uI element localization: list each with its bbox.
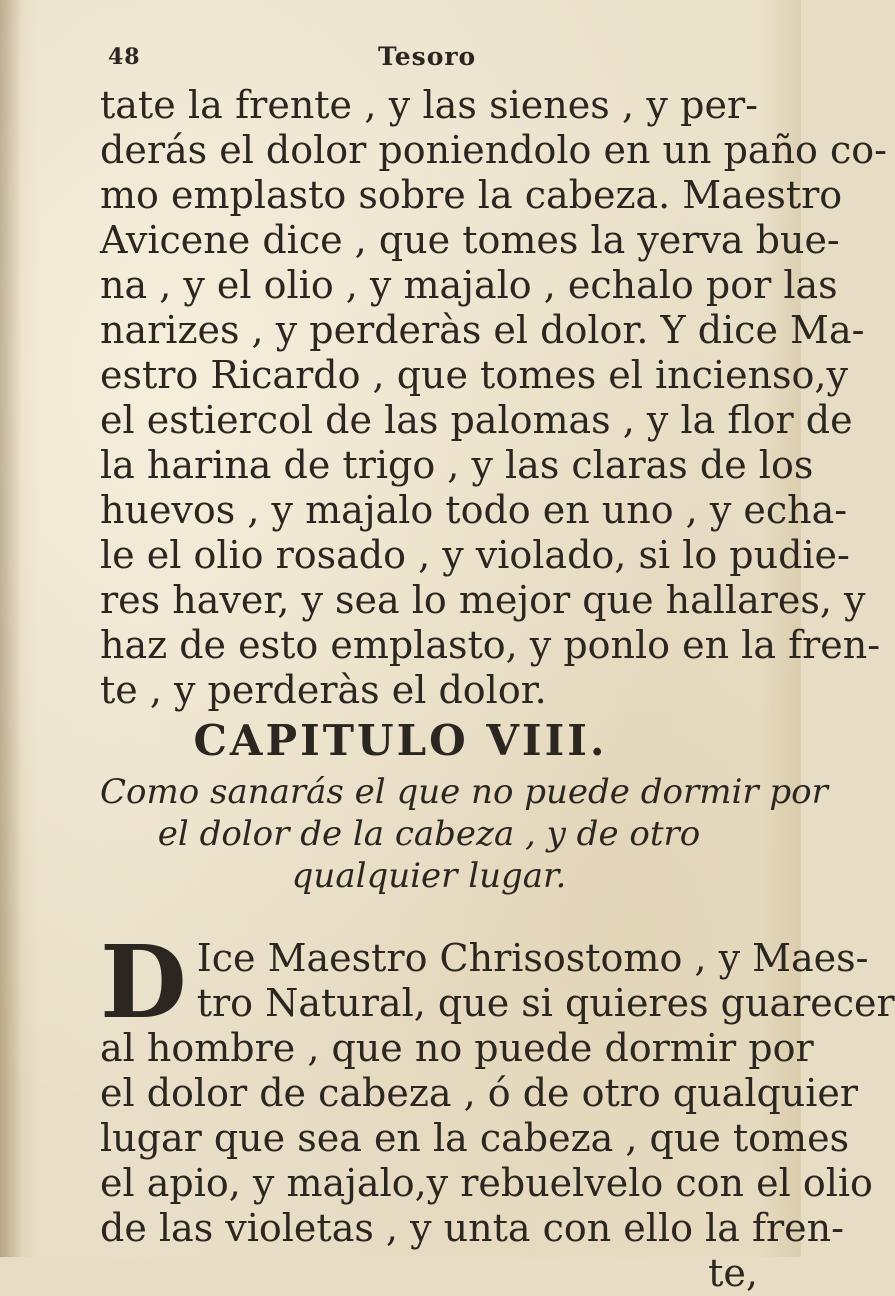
subtitle-line: qualquier lugar.	[291, 856, 567, 896]
paragraph-2	[100, 923, 895, 1296]
text-line: mo emplasto sobre la cabeza. Maestro	[100, 173, 843, 217]
text-line: tro Natural, que si quieres guarecer	[196, 981, 895, 1025]
page-header	[108, 38, 668, 78]
text-line: te , y perderàs el dolor.	[100, 668, 547, 712]
text-line: la harina de trigo , y las claras de los	[100, 443, 814, 487]
text-line: al hombre , que no puede dormir por	[100, 1026, 814, 1070]
text-line: el dolor de cabeza , ó de otro qualquier	[100, 1071, 859, 1115]
text-line: res haver, y sea lo mejor que hallares, y	[100, 578, 866, 622]
subtitle-line: Como sanarás el que no puede dormir por	[100, 772, 828, 812]
subtitle-line: el dolor de la cabeza , y de otro	[157, 814, 701, 854]
text-line: derás el dolor poniendolo en un paño co-	[100, 128, 887, 172]
text-line: el estiercol de las palomas , y la flor de	[100, 398, 853, 442]
text-line: lugar que sea en la cabeza , que tomes	[100, 1116, 850, 1160]
text-line: de las violetas , y unta con ello la fren-	[100, 1206, 844, 1250]
binding-shadow	[0, 0, 22, 1257]
running-head: Tesoro	[378, 42, 477, 71]
text-line: tate la frente , y las sienes , y per-	[100, 83, 758, 127]
text-line: Ice Maestro Chrisostomo , y Maes-	[196, 936, 869, 980]
paragraph-1	[100, 83, 887, 713]
text-line: huevos , y majalo todo en uno , y echa-	[100, 488, 848, 532]
chapter-subtitle	[100, 771, 828, 897]
text-line: haz de esto emplasto, y ponlo en la fren-	[100, 623, 881, 667]
text-line: le el olio rosado , y violado, si lo pudie-	[100, 533, 850, 577]
text-line: el apio, y majalo,y rebuelvelo con el olio	[100, 1161, 873, 1205]
text-line: narizes , y perderàs el dolor. Y dice Ma-	[100, 308, 865, 352]
chapter-title: CAPITULO VIII.	[193, 716, 608, 765]
drop-cap: D	[100, 923, 187, 1041]
text-line: estro Ricardo , que tomes el incienso,y	[100, 353, 848, 397]
text-line: te,	[708, 1251, 758, 1295]
text-line: na , y el olio , y majalo , echalo por las	[100, 263, 838, 307]
page-number: 48	[108, 44, 141, 70]
text-line: Avicene dice , que tomes la yerva bue-	[100, 218, 840, 262]
